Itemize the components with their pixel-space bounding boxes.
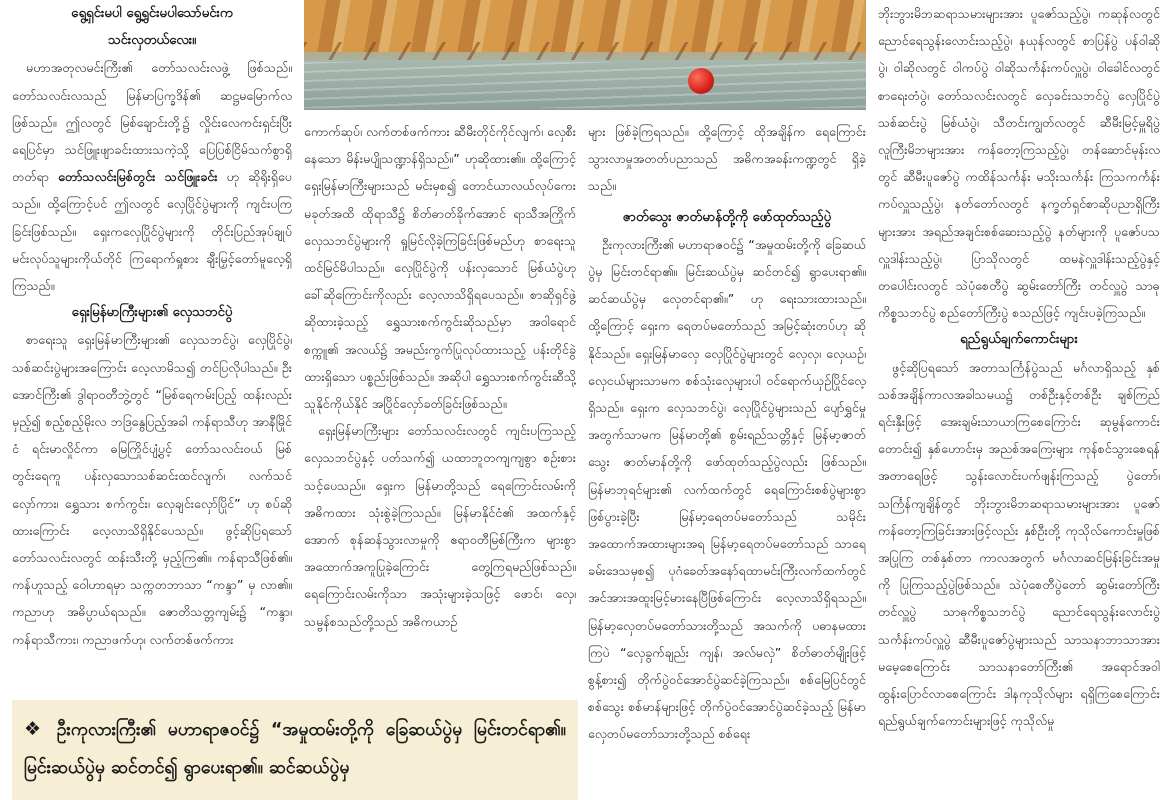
boat-race-photo	[304, 0, 866, 110]
column-1-paragraph-2: စာရေးသူ ရှေးမြန်မာကြီးများ၏ လှေသဘင်ပွဲ၊ လှေပြိုင်ပွဲ၊ သစ်ဆင်းပွဲများအကြောင်း လေ့လာမိသ၍ တင်ပြလိုပါသည်။ ဦးအောင်ကြီး၏ ဒွါရာဝတီဘွဲ့တွင် “မြစ်ရေကမ်းပြည့် ထန်းလည်း မှည့်၍ စည့်စည့်မိုးလ ဘဒြနွေပြည့်အခါ ကန်ရာသီဟု အာနီမြိုင်ငံ ရင်းမာလှိုင်ကာ ဓမြကြိုင်ပျံ့ပွင့် တော်သလင်းဝယ် မြစ်တွင်းရေကူ ပန်းလှသောသစ်ဆင်းထင်လျက်၊ လက်သင်လှော်ကား၊ ရွှေသား စက်ကွင်း၊ လှေချင်းလှော်ပြိုင်” ဟု စပ်ဆိုထားကြောင်း လေ့လာသိရှိနိုင်ပေသည်။ ဖွင့်ဆိုပြရသော် တော်သလင်းလတွင် ထန်းသီးတို့ မှည့်ကြ၏။ ကန်ရာသီဖြစ်၏။ ကန်ဟူသည့် ဝေါဟာရမှာ သက္ကတဘာသာ “ကန္ဒာ” မှ လာ၏။ ကညာဟု အဓိပ္ပာယ်ရသည်။ ဇောတိသတ္တကျမ်း၌ “ကန္ဒာ၊ ကန်ရာသီကား၊ ကညာဖက်ဟု၊ လက်တစ်ဖက်ကား	[12, 332, 292, 647]
diamond-bullet-icon: ❖	[24, 718, 47, 740]
column-1-paragraph-1-text: မဟာအတုလမင်းကြီး၏ တော်သလင်းလဖွဲ့ ဖြစ်သည်။ တော်သလင်းလသည် မြန်မာပြက္ခဒိန်၏ ဆဋ္ဌမမြောက်လဖြစ်သည်။ ဤလတွင် မြစ်ချောင်းတို့၌ လှိုင်းလေကင်းရှင်းပြီး ရေပြင်မှာ သင်ဖြူးဖျာခင်းထားသကဲ့သို့ ပြေပြစ်ငြိမ်သက်စွာရှိတတ်ရာ	[12, 60, 292, 185]
column-3-paragraph-1: များ ဖြစ်ခဲ့ကြရသည်။ ထို့ကြောင့် ထိုအချိန်က ရေကြောင်းသွားလာမှုအတတ်ပညာသည် အဓိကအခန်းကဏ္ဍတွင် ရှိခဲ့သည်။	[588, 124, 866, 194]
photo-water-ripples	[304, 62, 866, 108]
pull-quote	[24, 710, 566, 787]
column-1-heading-2: ရှေးမြန်မာကြီးများ၏ လှေသဘင်ပွဲ	[71, 305, 233, 321]
column-1-heading-top: ရွေ့ရှင်းမပါ ရွေ့ရွင်းမပါသော်မင်းက	[71, 6, 233, 21]
column-2-paragraph-1: ကောက်ဆုပ်၊ လက်တစ်ဖက်ကား ဆီမီးတိုင်ကိုင်လျက်၊ လှေစီးနေသော မိန်းမပျိုသဏ္ဍာန်ရှိသည်။” ဟုဆိုထား၏။ ထို့ကြောင့် ရှေးမြန်မာကြီးများသည် မင်းမှစ၍ တောင်ယာလယ်လုပ်ကေးမခုတ်အထိ ထိုရာသီ၌ စိတ်ဓာတ်ခိုက်အောင် ရာသီအကြိုက် လှေသဘင်ပွဲများကို ရှုမြင်လိုခဲ့ကြခြင်းဖြစ်မည်ဟု စာရေးသူထင်မြင်မိပါသည်။ လှေပြိုင်ပွဲကို ပန်းလှသောင် မြစ်ယံပွဲဟု ခေါ်ဆိုကြောင်းကိုလည်း လေ့လာသိရှိရပေသည်။ စာဆိုရှင်ဖွဲ့ဆိုထားခဲ့သည့် ရွှေသားစက်ကွင်းဆိုသည်မှာ အဝါရောင်စက္ကူ၏ အလယ်၌ အမည်းကွက်ပြုလုပ်ထားသည့် ပန်းတိုင်ခွဲထားရှိသော ပစ္စည်းဖြစ်သည်။ အဆိုပါ ရွှေသားစက်ကွင်းဆီသို့ သူနိုင်ကိုယ်နိုင် အပြိုင်လှော်ခတ်ခြင်းဖြစ်သည်။	[304, 124, 576, 412]
column-3-heading: ဇာတ်သွေး ဇာတ်မာန်တို့ကို ဖော်ထုတ်သည့်ပွဲ	[622, 209, 832, 225]
column-2	[304, 118, 576, 700]
column-3-paragraph-2: ဦးကုလားကြီး၏ မဟာရာဇဝင်၌ “အမှုထမ်းတို့ကို ခြေဆယ်ပွဲမှ မြင်းတင်ရာ၏။ မြင်းဆယ်ပွဲမှ ဆင်တင်၍ ရွာပေးရာ၏။ ဆင်ဆယ်ပွဲမှ လှေတင်ရာ၏။” ဟု ရေးသားထားသည်။ ထို့ကြောင့် ရှေးက ရေတပ်မတော်သည် အမြင့်ဆုံးတပ်ဟု ဆိုနိုင်သည်။ ရှေးမြန်မာလှေ လှေပြိုင်ပွဲများတွင် လှေလှ၊ လှေယဉ်၊ လှေငယ်များသာမက စစ်သုံးလှေများပါ ဝင်ရောက်ယှဉ်ပြိုင်လေ့ရှိသည်။ ရှေးက လှေသဘင်ပွဲ၊ လှေပြိုင်ပွဲများသည် ပျော်ရွှင်မှုအတွက်သာမက မြန်မာတို့၏ စွမ်းရည်သတ္တိနှင့် မြန်မာ့ဇာတ်သွေး ဇာတ်မာန်တို့ကို ဖော်ထုတ်သည့်ပွဲလည်း ဖြစ်သည်။ မြန်မာဘုရင်များ၏ လက်ထက်တွင် ရေကြောင်းစစ်ပွဲများစွာ ဖြစ်ပွားခဲ့ပြီး မြန်မာ့ရေတပ်မတော်သည် သမိုင်းအထောက်အထားများအရ မြန်မာ့ရေတပ်မတော်သည် သာရေခမ်းဒေသမှစ၍ ပုဂံခေတ်အနော်ရထာမင်းကြီးလက်ထက်တွင် အင်အားအထူးမြင့်မားနေပြီဖြစ်ကြောင်း လေ့လာသိရှိရသည်။ မြန်မာ့လှေတပ်မတော်သားတို့သည် အသက်ကို ပဓာနမထားကြပဲ “လှေခွက်ချည်း ကျန်၊ အလ်မလှဲ” စိတ်ဓာတ်မျိုးဖြင့် စွန့်စား၍ တိုက်ပွဲဝင်အောင်ပွဲဆင်ခဲ့ကြသည်။ စစ်မြေပြင်တွင် စစ်သွေး စစ်မာန်များဖြင့် တိုက်ပွဲဝင်အောင်ပွဲဆင်ခဲ့သည့် မြန်မာလှေတပ်မတော်သားတို့သည် စစ်ရေး	[588, 236, 866, 742]
column-2-paragraph-2: ရှေးမြန်မာကြီးများ တော်သလင်းလတွင် ကျင်းပကြသည့် လှေသဘင်ပွဲနှင့် ပတ်သက်၍ ယထာဘူတကျကျစွာ စဉ်းစားသင့်ပေသည်။ ရှေးက မြန်မာတို့သည် ရေကြောင်းလမ်းကို အဓိကထား သုံးစွဲခဲ့ကြသည်။ မြန်မာနိုင်ငံ၏ အထက်နှင့်အောက် စုန်ဆန်သွားလာမှုကို ဧရာဝတီမြစ်ကြီးက များစွာ အထောက်အကူပြုခဲ့ကြောင်း တွေ့ကြရမည်ဖြစ်သည်။ ရေကြောင်းလမ်းကိုသာ အသုံးများခဲ့သဖြင့် ဖောင်၊ လှေ၊ သမ္ဗန်စသည်တို့သည် အဓိကယာဉ်	[304, 423, 576, 629]
pull-quote-box	[12, 700, 578, 800]
column-4	[878, 0, 1160, 800]
pull-quote-text: ဦးကုလားကြီး၏ မဟာရာဇဝင်၌ “အမှုထမ်းတို့ကို ခြေဆယ်ပွဲမှ မြင်းတင်ရာ၏။ မြင်းဆယ်ပွဲမှ ဆင်တင်၍ ရွာပေးရာ၏။ ဆင်ဆယ်ပွဲမှ	[24, 720, 566, 778]
column-4-heading: ရည်ရွယ်ချက်ကောင်းများ	[960, 332, 1078, 348]
column-4-paragraph-1: ဘိုးဘွားမိဘဆရာသမားများအား ပူဇော်သည့်ပွဲ၊ ကဆုန်လတွင် ညောင်ရေသွန်းလောင်းသည့်ပွဲ၊ နယုန်လတွင် စာပြန်ပွဲ ပန်ဝါဆိုပွဲ၊ ဝါဆိုလတွင် ဝါကပ်ပွဲ ဝါဆိုသင်္ကန်းကပ်လှူပွဲ၊ ဝါခေါင်လတွင် စာရေးတံပွဲ၊ တော်သလင်းလတွင် လှေခင်းသဘင်ပွဲ လှေပြိုင်ပွဲ သစ်ဆင်းပွဲ မြစ်ယံပွဲ၊ သီတင်းကျွတ်လတွင် ဆီမီးမြင့်မှူရိပွဲ လူကြီးမိဘများအား ကန်တော့ကြသည့်ပွဲ၊ တန်ဆောင်မုန်းလတွင် ဆီမီးပူဇော်ပွဲ ကထိန်သင်္ကန်း မသိုးသင်္ကန်း ကြသကင်္ကန်း ကပ်လှူသည့်ပွဲ၊ နတ်တော်လတွင် နက္ခတ်ရှင်စာဆိုပညာရှိကြီးများအား အရည်အချင်းစစ်ဆေးသည့်ပွဲ နတ်များကို ပူဇော်ပသလှူဒါန်းသည့်ပွဲ၊ ပြာသိုလတွင် ထမနဲလှူဒါန်းသည့်ပွဲနှင့် တပေါင်းလတွင် သဲပုံစေတီပွဲ ဆွမ်းတော်ကြီး တင်လှူပွဲ သာဓုကိစ္စသဘင်ပွဲ စည်တော်ကြီးပွဲ စသည်ဖြင့် ကျင်းပခဲ့ကြသည်။	[878, 6, 1160, 321]
column-1-paragraph-1-end: ဟု ဆိုရိုးရှိပေသည်။ ထို့ကြောင့်ပင် ဤလတွင် လှေပြိုင်ပွဲများကို ကျင်းပကြခြင်းဖြစ်သည်။ ရှေးကလှေပြိုင်ပွဲများကို တိုင်းပြည်အုပ်ချုပ် မင်းလုပ်သူများကိုယ်တိုင် ကြရောက်ရှုစား ချီးမြှင့်တော်မူလေ့ရှိကြသည်။	[12, 169, 292, 294]
column-1-paragraph-1-bold: တော်သလင်းမြစ်တွင်း သင်ဖြူးခင်း	[58, 169, 218, 185]
column-4-paragraph-2: ဖွင့်ဆိုပြရသော် အတာသင်္ကြန်ပွဲသည် မင်္ဂလာရှိသည့် နှစ်သစ်အချိန်ကာလအခါသမယ၌ တစ်ဦးနှင့်တစ်ဦး ချစ်ကြည်ရင်းနှီးဖြင့် အေးချမ်းသာယာကြစေကြောင်း ဆုမွန်ကောင်းတောင်း၍ နှစ်ဟောင်းမှ အညစ်အကြေးများ ကုန်စင်သွားစေရန် အတာရေဖြင့် သွန်းလောင်းပက်ဖျန်းကြသည့် ပွဲတော်၊ သင်္ကြန်ကျချိန်တွင် ဘိုးဘွားမိဘဆရာသမားများအား ပူဇော်ကန်တော့ကြခြင်းအားဖြင့်လည်း နှစ်ဦးတို့ ကုသိုလ်ကောင်းမှုဖြစ် အပြုကြ တစ်နှစ်တာ ကာလအတွက် မင်္ဂလာဆင်မြန်းခြင်းအမှုကို ပြုကြသည့်ပွဲဖြစ်သည်။ သဲပုံစေတီပွဲတော် ဆွမ်းတော်ကြီးတင်လှူပွဲ သာဓုကိစ္စသဘင်ပွဲ ညောင်ရေသွန်းလောင်းပွဲ သင်္ကန်းကပ်လှူပွဲ ဆီမီးပူဇော်ပွဲများသည် သာသနာဘာသာအား မမေ့စေကြောင်း သာသနာတော်ကြီး၏ အရောင်အဝါ ထွန်းပြောင်လာစေကြောင်း ဒါနကုသိုလ်များ ရရှိကြစေကြောင်း ရည်ရွယ်ချက်ကောင်းများဖြင့် ကုသိုလ်မှု	[878, 359, 1160, 729]
column-1-paragraph-1	[12, 54, 292, 299]
column-3	[588, 118, 866, 800]
photo-red-buoy	[688, 68, 714, 94]
column-1-heading-top-2: သင်းလှတယ်လေး။	[107, 33, 197, 49]
column-1	[12, 0, 292, 800]
